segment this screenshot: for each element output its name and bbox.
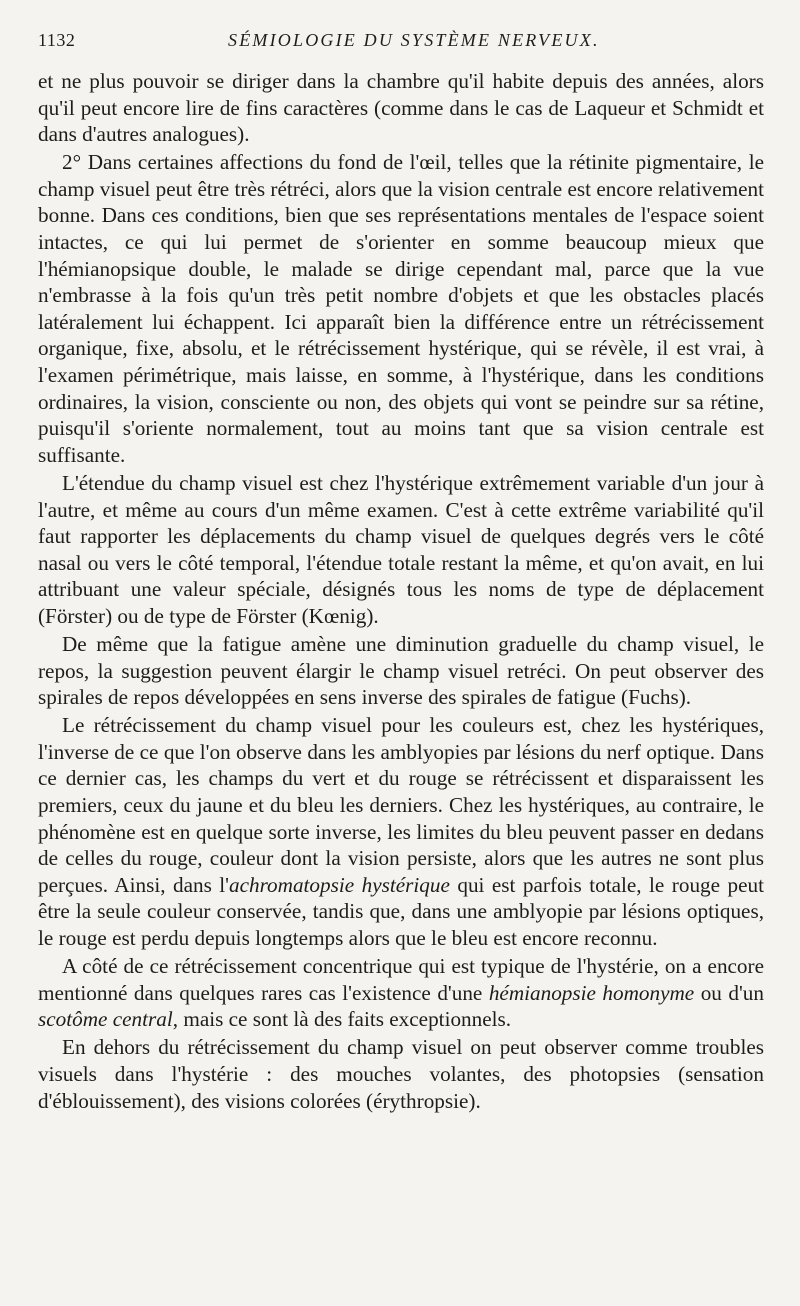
- text-segment: Le rétrécissement du champ visuel pour les couleurs est, chez les hystériques, l'inverse de ce que l'on observe dans les amblyopies par lésions du nerf optique. Dans ce dernier cas, les champs du vert et du rouge se rétrécissent et disparaissent les premiers, ceux du jaune et du bleu les derniers. Chez les hystériques, au contraire, le phénomène est en quelque sorte inverse, les limites du bleu peuvent passer en dedans de celles du rouge, couleur dont la vision persiste, alors que les autres ne sont plus perçues. Ainsi, dans l': [38, 713, 764, 897]
- text-segment: L'étendue du champ visuel est chez l'hystérique extrêmement variable d'un jour à l'autre, et même au cours d'un même examen. C'est à cette extrême variabilité qu'il faut rapporter les déplacements du champ visuel de quelques degrés vers le côté nasal ou vers le côté temporal, l'étendue totale restant la même, et qu'on avait, en lui attribuant une valeur spéciale, désignés tous les noms de type de déplacement (Förster) ou de type de Förster (Kœnig).: [38, 470, 764, 628]
- body-text: [38, 68, 764, 1114]
- page-number: 1132: [38, 30, 76, 50]
- paragraph-5: [38, 712, 764, 951]
- paragraph-1: [38, 68, 764, 148]
- paragraph-4: [38, 631, 764, 711]
- text-segment: ou d'un: [694, 980, 764, 1005]
- paragraph-7: [38, 1034, 764, 1114]
- italic-term: scotôme central: [38, 1007, 173, 1032]
- book-page: [38, 30, 764, 1116]
- italic-term: achromatopsie hystérique: [229, 872, 450, 897]
- paragraph-2: [38, 149, 764, 468]
- text-segment: A côté de ce rétrécissement concentrique qui est typique de l'hystérie, on a encore mentionné dans quelques rares cas l'existence d'une: [38, 954, 764, 1005]
- page-header: [38, 30, 764, 58]
- paragraph-6: [38, 953, 764, 1033]
- text-segment: qui est parfois totale, le rouge peut être la seule couleur conservée, tandis que, dans une amblyopie par lésions optiques, le rouge est perdu depuis longtemps alors que le bleu est encore reconnu.: [38, 872, 764, 950]
- running-title: SÉMIOLOGIE DU SYSTÈME NERVEUX.: [228, 30, 600, 50]
- text-segment: De même que la fatigue amène une diminution graduelle du champ visuel, le repos, la suggestion peuvent élargir le champ visuel retréci. On peut observer des spirales de repos développées en sens inverse des spirales de fatigue (Fuchs).: [38, 631, 764, 710]
- text-segment: 2° Dans certaines affections du fond de l'œil, telles que la rétinite pigmentaire, le champ visuel peut être très rétréci, alors que la vision centrale est encore relativement bonne. Dans ces conditions, bien que ses représentations mentales de l'espace soient intactes, ce qui lui permet de s'orienter en somme beaucoup mieux que l'hémianopsique double, le malade se dirige cependant mal, parce que la vue n'embrasse à la fois qu'un très petit nombre d'objets et que les obstacles placés latéralement lui échappent. Ici apparaît bien la différence entre un rétrécissement organique, fixe, absolu, et le rétrécissement hystérique, qui se révèle, il est vrai, à l'examen périmétrique, mais laisse, en somme, à l'hystérique, dans les conditions ordinaires, la vision, consciente ou non, des objets qui vont se peindre sur sa rétine, puisqu'il s'oriente normalement, tout au moins tant que sa vision centrale est suffisante.: [38, 150, 764, 467]
- text-segment: En dehors du rétrécissement du champ visuel on peut observer comme troubles visuels dans l'hystérie : des mouches volantes, des photopsies (sensation d'éblouissement), des visions colorées (érythropsie).: [38, 1035, 764, 1113]
- paragraph-3: [38, 470, 764, 630]
- text-segment: , mais ce sont là des faits exceptionnels.: [172, 1007, 512, 1032]
- italic-term: hémianopsie homonyme: [488, 980, 695, 1005]
- text-segment: et ne plus pouvoir se diriger dans la chambre qu'il habite depuis des années, alors qu'il peut encore lire de fins caractères (comme dans le cas de Laqueur et Schmidt et dans d'autres analogues).: [38, 69, 764, 147]
